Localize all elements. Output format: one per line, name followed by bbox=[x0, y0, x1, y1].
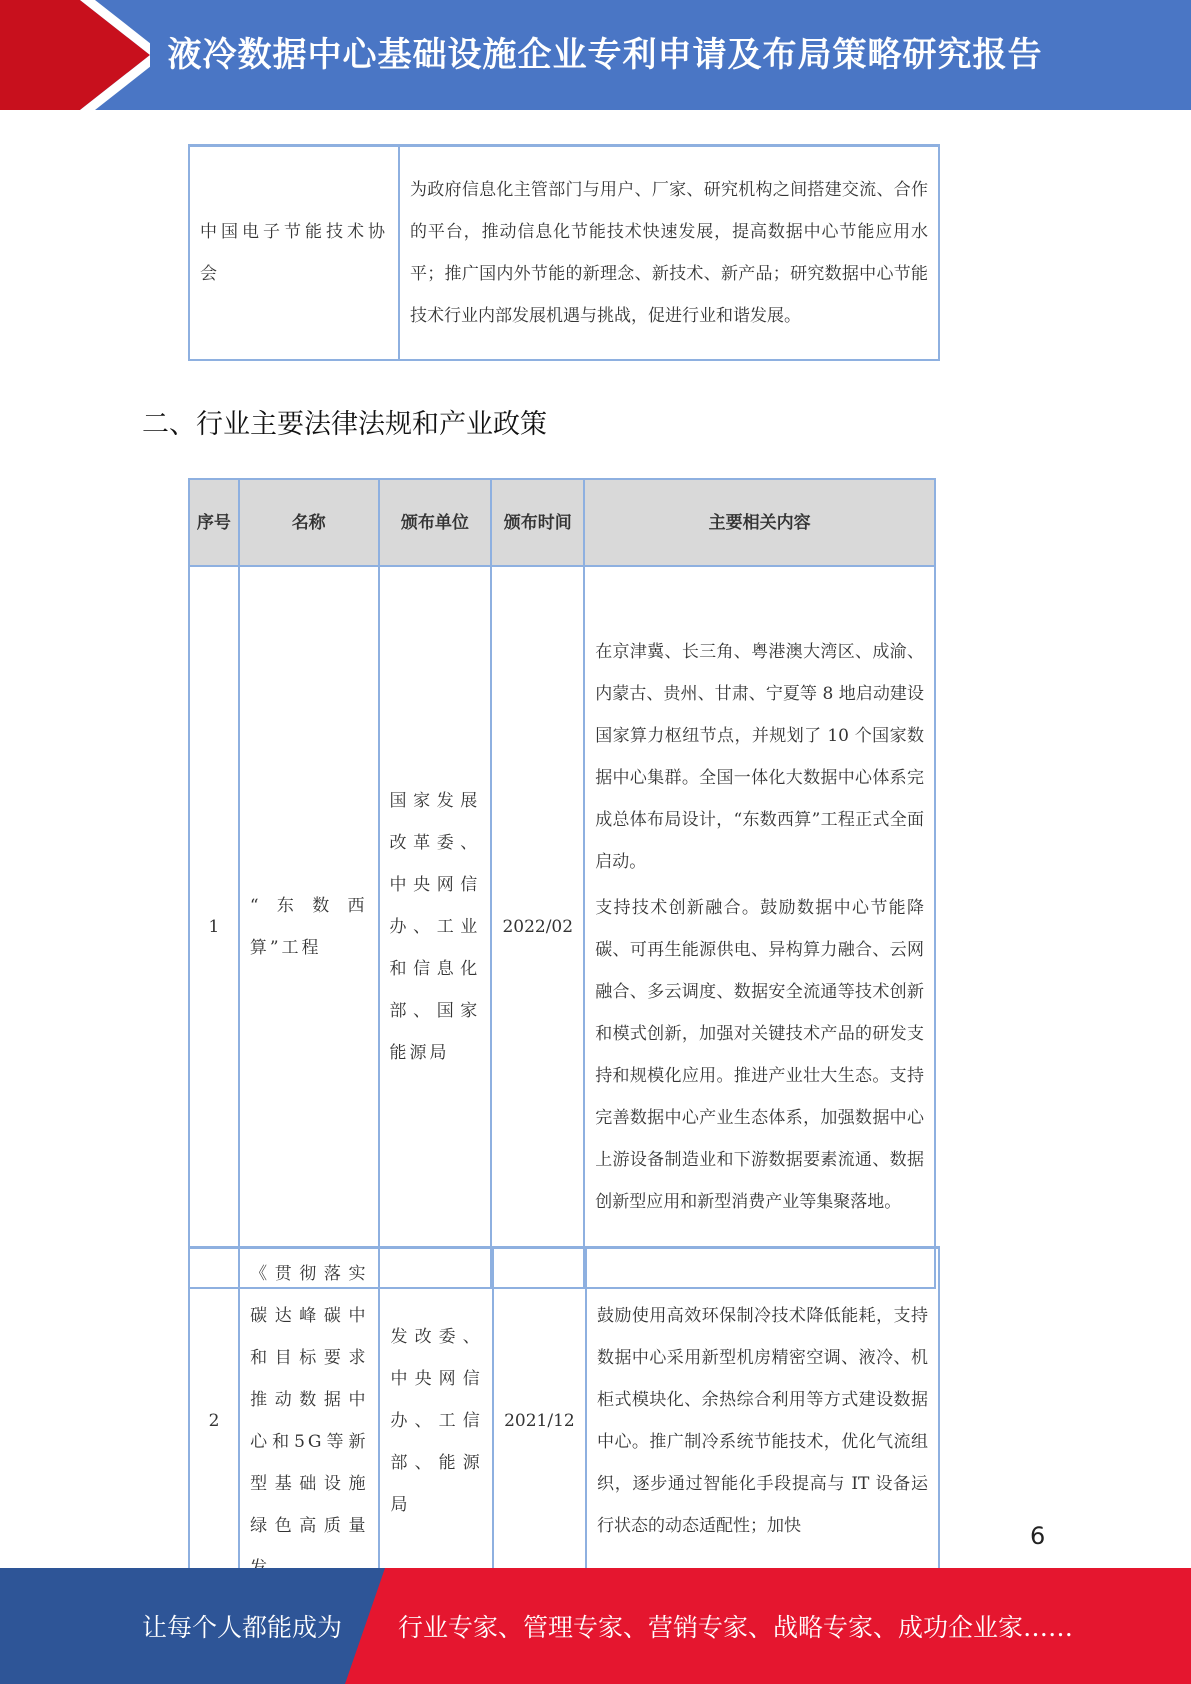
association-table bbox=[188, 144, 940, 361]
row-name-cell bbox=[239, 1248, 379, 1595]
header-banner bbox=[0, 0, 1191, 110]
header-content: 主要相关内容 bbox=[584, 479, 935, 566]
policy-table bbox=[188, 478, 936, 1289]
row-unit: 国家发展改革委、中央网信办、工业和信息化部、国家能源局 bbox=[389, 791, 481, 1063]
page-number: 6 bbox=[1030, 1522, 1046, 1550]
row-unit-cell bbox=[379, 566, 492, 1288]
row-name: 《贯彻落实碳达峰碳中和目标要求推动数据中心和5G等新型基础设施绿色高质量 bbox=[250, 1264, 369, 1536]
row-unit-cell bbox=[379, 1248, 492, 1595]
footer-slogan-left: 让每个人都能成为 bbox=[142, 1613, 343, 1642]
association-name: 中国电子节能技术协会 bbox=[200, 221, 388, 284]
row-date: 2022/02 bbox=[491, 566, 584, 1288]
section-heading: 二、行业主要法律法规和产业政策 bbox=[142, 409, 547, 440]
header-no: 序号 bbox=[189, 479, 239, 566]
association-description: 为政府信息化主管部门与用户、厂家、研究机构之间搭建交流、合作的平台，推动信息化节能技术快速发展，提高数据中心节能应用水平；推广国内外节能的新理念、新技术、新产品；研究数据中心节能技术行业内部发展机遇与挑战，促进行业和谐发展。 bbox=[410, 179, 928, 326]
row-name-cell bbox=[239, 566, 379, 1288]
association-description-cell bbox=[399, 146, 939, 360]
table-row bbox=[189, 566, 935, 1288]
table-header-row bbox=[189, 479, 935, 566]
footer-banner bbox=[0, 1568, 1191, 1684]
row-content-cell bbox=[586, 1248, 939, 1595]
footer-slogan-right: 行业专家、管理专家、营销专家、战略专家、成功企业家…… bbox=[398, 1613, 1074, 1642]
row-date: 2021/12 bbox=[493, 1248, 586, 1595]
row-content-cell bbox=[584, 566, 935, 1288]
row-no: 2 bbox=[189, 1248, 239, 1595]
header-name: 名称 bbox=[239, 479, 379, 566]
red-chevron-graphic bbox=[0, 0, 150, 110]
header-date: 颁布时间 bbox=[491, 479, 584, 566]
table-row bbox=[189, 146, 939, 360]
row-name: “东数西算”工程 bbox=[249, 896, 368, 958]
report-title: 液冷数据中心基础设施企业专利申请及布局策略研究报告 bbox=[167, 35, 1043, 75]
row-content-paragraph: 支持技术创新融合。鼓励数据中心节能降碳、可再生能源供电、异构算力融合、云网融合、多云调度、数据安全流通等技术创新和模式创新，加强对关键技术产品的研发支持和规模化应用。推进产业壮大生态。支持完善数据中心产业生态体系，加强数据中心上游设备制造业和下游数据要素流通、数据创新型应用和新型消费产业等集聚落地。 bbox=[595, 898, 924, 1212]
row-content-paragraph: 鼓励使用高效环保制冷技术降低能耗，支持数据中心采用新型机房精密空调、液冷、机柜式模块化、余热综合利用等方式建设数据中心。推广制冷系统节能技术，优化气流组织，逐步通过智能化手段提高与 IT 设备运行状态的动态适配性；加快 bbox=[597, 1306, 928, 1536]
header-unit: 颁布单位 bbox=[379, 479, 492, 566]
table-row bbox=[189, 1248, 939, 1595]
policy-table-continued bbox=[188, 1246, 940, 1596]
row-content-paragraph: 在京津冀、长三角、粤港澳大湾区、成渝、内蒙古、贵州、甘肃、宁夏等 8 地启动建设国家算力枢纽节点，并规划了 10 个国家数据中心集群。全国一体化大数据中心体系完成总体布局设计，“东数西算”工程正式全面启动。 bbox=[595, 642, 924, 872]
row-no: 1 bbox=[189, 566, 239, 1288]
row-unit: 发改委、中央网信办、工信部、能源局 bbox=[390, 1327, 482, 1515]
association-name-cell bbox=[189, 146, 399, 360]
